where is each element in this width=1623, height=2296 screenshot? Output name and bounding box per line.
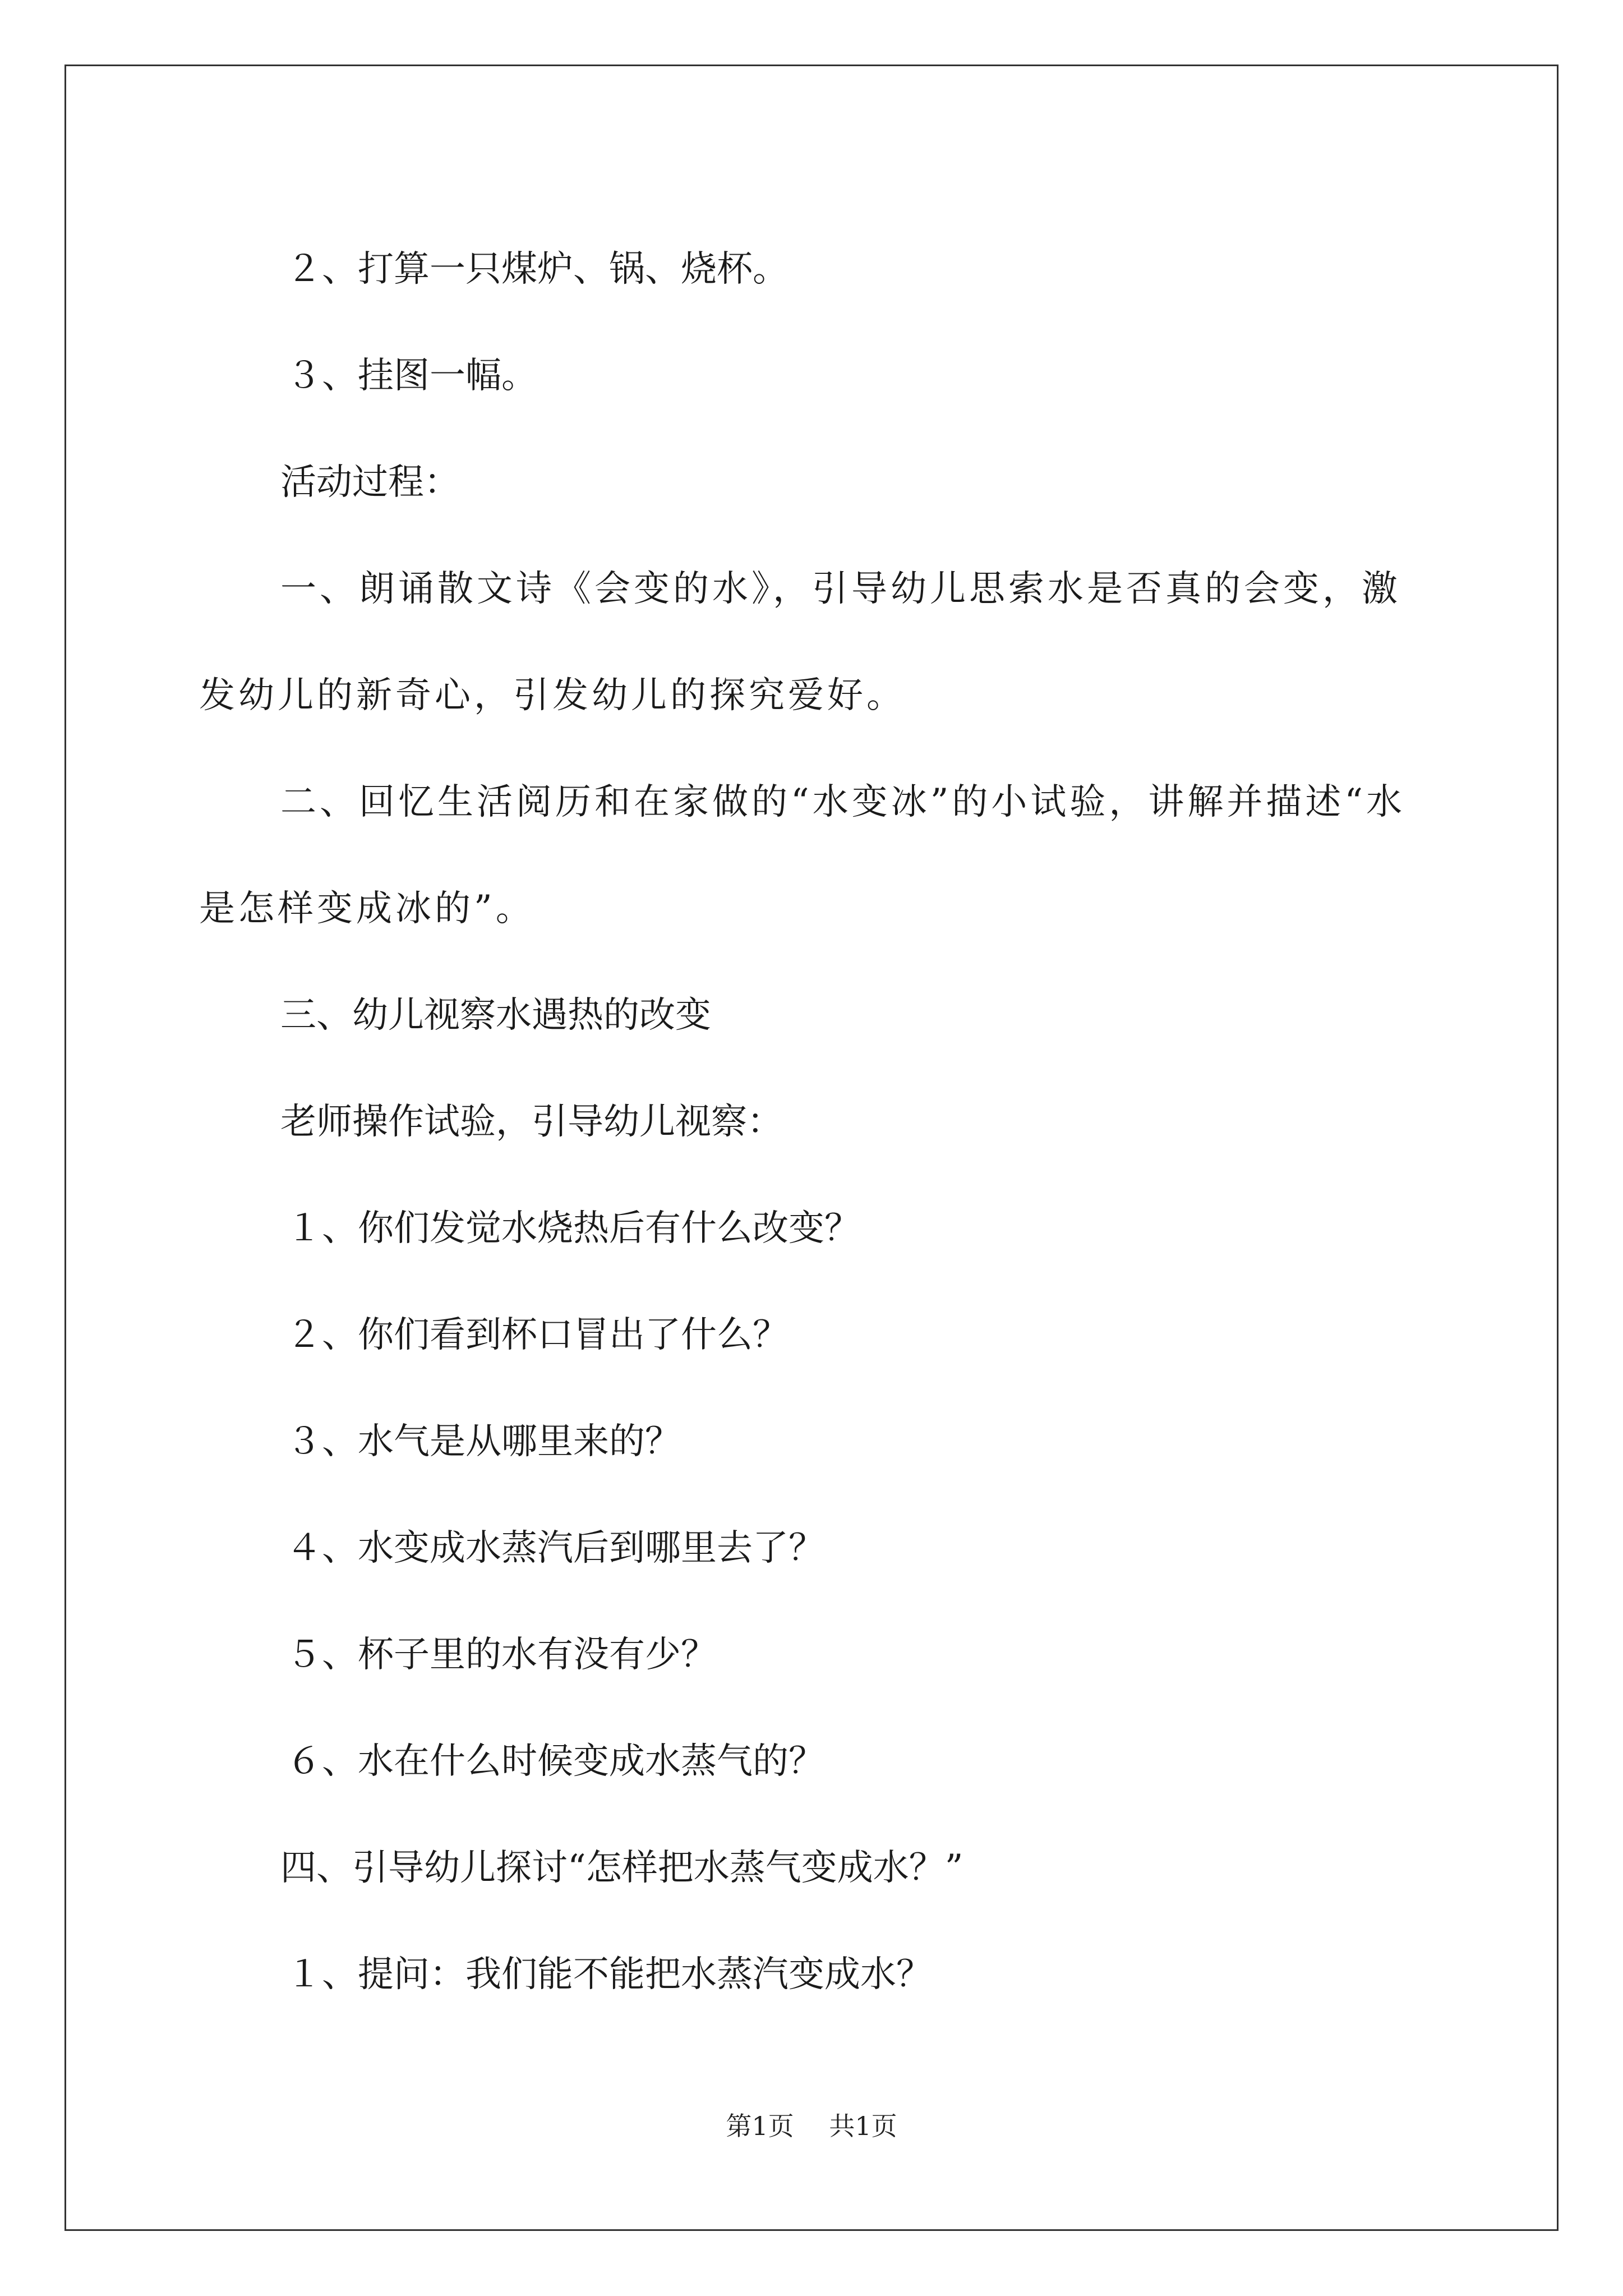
document-body — [199, 216, 1433, 2028]
paragraph: ４、水变成水蒸汽后到哪里去了？ — [286, 1527, 824, 1569]
paragraph: ６、水在什么时候变成水蒸气的？ — [286, 1741, 824, 1782]
page-number-total: 共1页 — [829, 2111, 897, 2141]
paragraph: ５、杯子里的水有没有少？ — [286, 1634, 717, 1676]
paragraph: 四、引导幼儿探讨“怎样把水蒸气变成水？” — [280, 1847, 963, 1889]
paragraph: ３、水气是从哪里来的？ — [286, 1421, 681, 1462]
paragraph: 活动过程： — [280, 462, 460, 503]
paragraph: 二、回忆生活阅历和在家做的“水变冰”的小试验，讲解并描述“水是怎样变成冰的”。 — [199, 781, 1406, 930]
page-number-current: 第1页 — [726, 2111, 794, 2141]
paragraph: ３、挂图一幅。 — [286, 355, 537, 397]
paragraph: ２、你们看到杯口冒出了什么？ — [286, 1314, 789, 1356]
page-footer — [0, 2109, 1623, 2143]
paragraph: １、提问：我们能不能把水蒸汽变成水？ — [286, 1954, 932, 1995]
paragraph: １、你们发觉水烧热后有什么改变？ — [286, 1208, 860, 1249]
paragraph: 老师操作试验，引导幼儿视察： — [280, 1101, 783, 1143]
paragraph: ２、打算一只煤炉、锅、烧杯。 — [286, 249, 789, 290]
paragraph: 一、朗诵散文诗《会变的水》，引导幼儿思索水是否真的会变，激发幼儿的新奇心，引发幼儿的探究爱好。 — [199, 568, 1401, 716]
paragraph: 三、幼儿视察水遇热的改变 — [280, 995, 711, 1036]
